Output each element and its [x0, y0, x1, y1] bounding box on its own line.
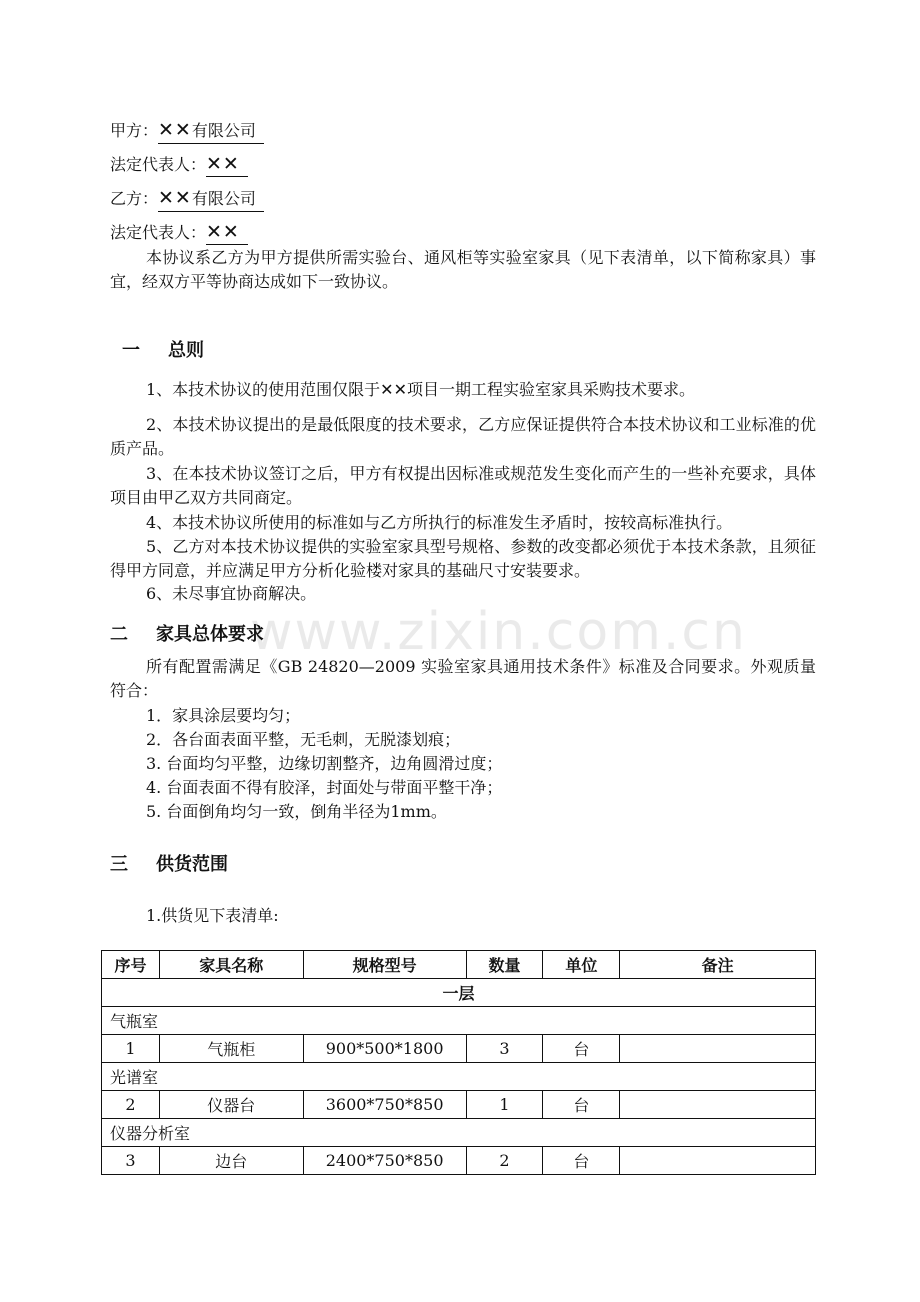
header-note: 备注: [620, 951, 816, 979]
room-row: [102, 1119, 816, 1147]
cell-unit: 台: [543, 1147, 620, 1175]
cell-spec: 2400*750*850: [303, 1147, 466, 1175]
cell-qty: 2: [466, 1147, 543, 1175]
section2-heading: 二 家具总体要求: [110, 624, 264, 645]
cell-note: [620, 1091, 816, 1119]
section1-item-4: 4、本技术协议所使用的标准如与乙方所执行的标准发生矛盾时，按较高标准执行。: [146, 513, 733, 532]
table-row: [102, 1147, 816, 1175]
floor-label: 一层: [102, 979, 816, 1007]
section2-item-5: 5. 台面倒角均匀一致，倒角半径为1mm。: [146, 802, 447, 821]
room-label: 仪器分析室: [102, 1119, 816, 1147]
room-row: [102, 1063, 816, 1091]
rep-a-line: [110, 152, 248, 177]
table-row: [102, 1091, 816, 1119]
section1-item-5: 5、乙方对本技术协议提供的实验室家具型号规格、参数的改变都必须优于本技术条款，且须征得甲方同意，并应满足甲方分析化验楼对家具的基础尺寸安装要求。: [110, 537, 816, 580]
room-label: 光谱室: [102, 1063, 816, 1091]
intro-paragraph: 本协议系乙方为甲方提供所需实验台、通风柜等实验室家具（见下表清单，以下简称家具）事宜，经双方平等协商达成如下一致协议。: [110, 248, 816, 291]
rep-b-label: 法定代表人：: [110, 223, 207, 242]
section1-item-1: 1、本技术协议的使用范围仅限于✕✕项目一期工程实验室家具采购技术要求。: [146, 380, 695, 399]
section2-item-2: 2．各台面表面平整，无毛刺，无脱漆划痕；: [146, 730, 461, 749]
cell-note: [620, 1035, 816, 1063]
cell-qty: 3: [466, 1035, 543, 1063]
party-a-line: [110, 118, 264, 144]
table-row: [102, 1035, 816, 1063]
cell-no: 2: [102, 1091, 160, 1119]
section3-heading: 三 供货范围: [110, 854, 228, 875]
section2-item-4: 4. 台面表面不得有胶泽，封面处与带面平整干净；: [146, 778, 503, 797]
cell-no: 1: [102, 1035, 160, 1063]
section1-heading: 一 总则: [122, 340, 204, 361]
cell-note: [620, 1147, 816, 1175]
rep-a-label: 法定代表人：: [110, 155, 207, 174]
watermark: www.zixin.com.cn: [250, 602, 747, 662]
party-b-name: ✕✕有限公司: [158, 186, 264, 212]
section2-intro: 所有配置需满足《GB 24820—2009 实验室家具通用技术条件》标准及合同要求。外观质量符合：: [110, 657, 816, 700]
section2-item-1: 1．家具涂层要均匀；: [146, 706, 301, 725]
section1-item-3: 3、在本技术协议签订之后，甲方有权提出因标准或规范发生变化而产生的一些补充要求，具体项目由甲乙双方共同商定。: [110, 464, 816, 507]
room-row: [102, 1007, 816, 1035]
table-header-row: [102, 951, 816, 979]
section1-item-2: 2、本技术协议提出的是最低限度的技术要求，乙方应保证提供符合本技术协议和工业标准的优质产品。: [110, 415, 816, 458]
cell-name: 仪器台: [159, 1091, 303, 1119]
cell-name: 气瓶柜: [159, 1035, 303, 1063]
floor-row: [102, 979, 816, 1007]
section2-item-3: 3. 台面均匀平整，边缘切割整齐，边角圆滑过度；: [146, 754, 503, 773]
rep-b-line: [110, 220, 248, 245]
header-name: 家具名称: [159, 951, 303, 979]
section1-item-6: 6、未尽事宜协商解决。: [146, 584, 317, 603]
header-spec: 规格型号: [303, 951, 466, 979]
cell-unit: 台: [543, 1091, 620, 1119]
cell-spec: 3600*750*850: [303, 1091, 466, 1119]
header-no: 序号: [102, 951, 160, 979]
cell-no: 3: [102, 1147, 160, 1175]
party-b-label: 乙方：: [110, 189, 159, 208]
rep-b-name: ✕✕: [206, 220, 248, 245]
party-a-label: 甲方：: [110, 121, 159, 140]
cell-name: 边台: [159, 1147, 303, 1175]
cell-unit: 台: [543, 1035, 620, 1063]
party-a-name: ✕✕有限公司: [158, 118, 264, 144]
section3-note: 1.供货见下表清单:: [146, 906, 279, 925]
room-label: 气瓶室: [102, 1007, 816, 1035]
cell-qty: 1: [466, 1091, 543, 1119]
header-qty: 数量: [466, 951, 543, 979]
party-b-line: [110, 186, 264, 212]
cell-spec: 900*500*1800: [303, 1035, 466, 1063]
rep-a-name: ✕✕: [206, 152, 248, 177]
header-unit: 单位: [543, 951, 620, 979]
supply-table: [101, 950, 816, 1175]
